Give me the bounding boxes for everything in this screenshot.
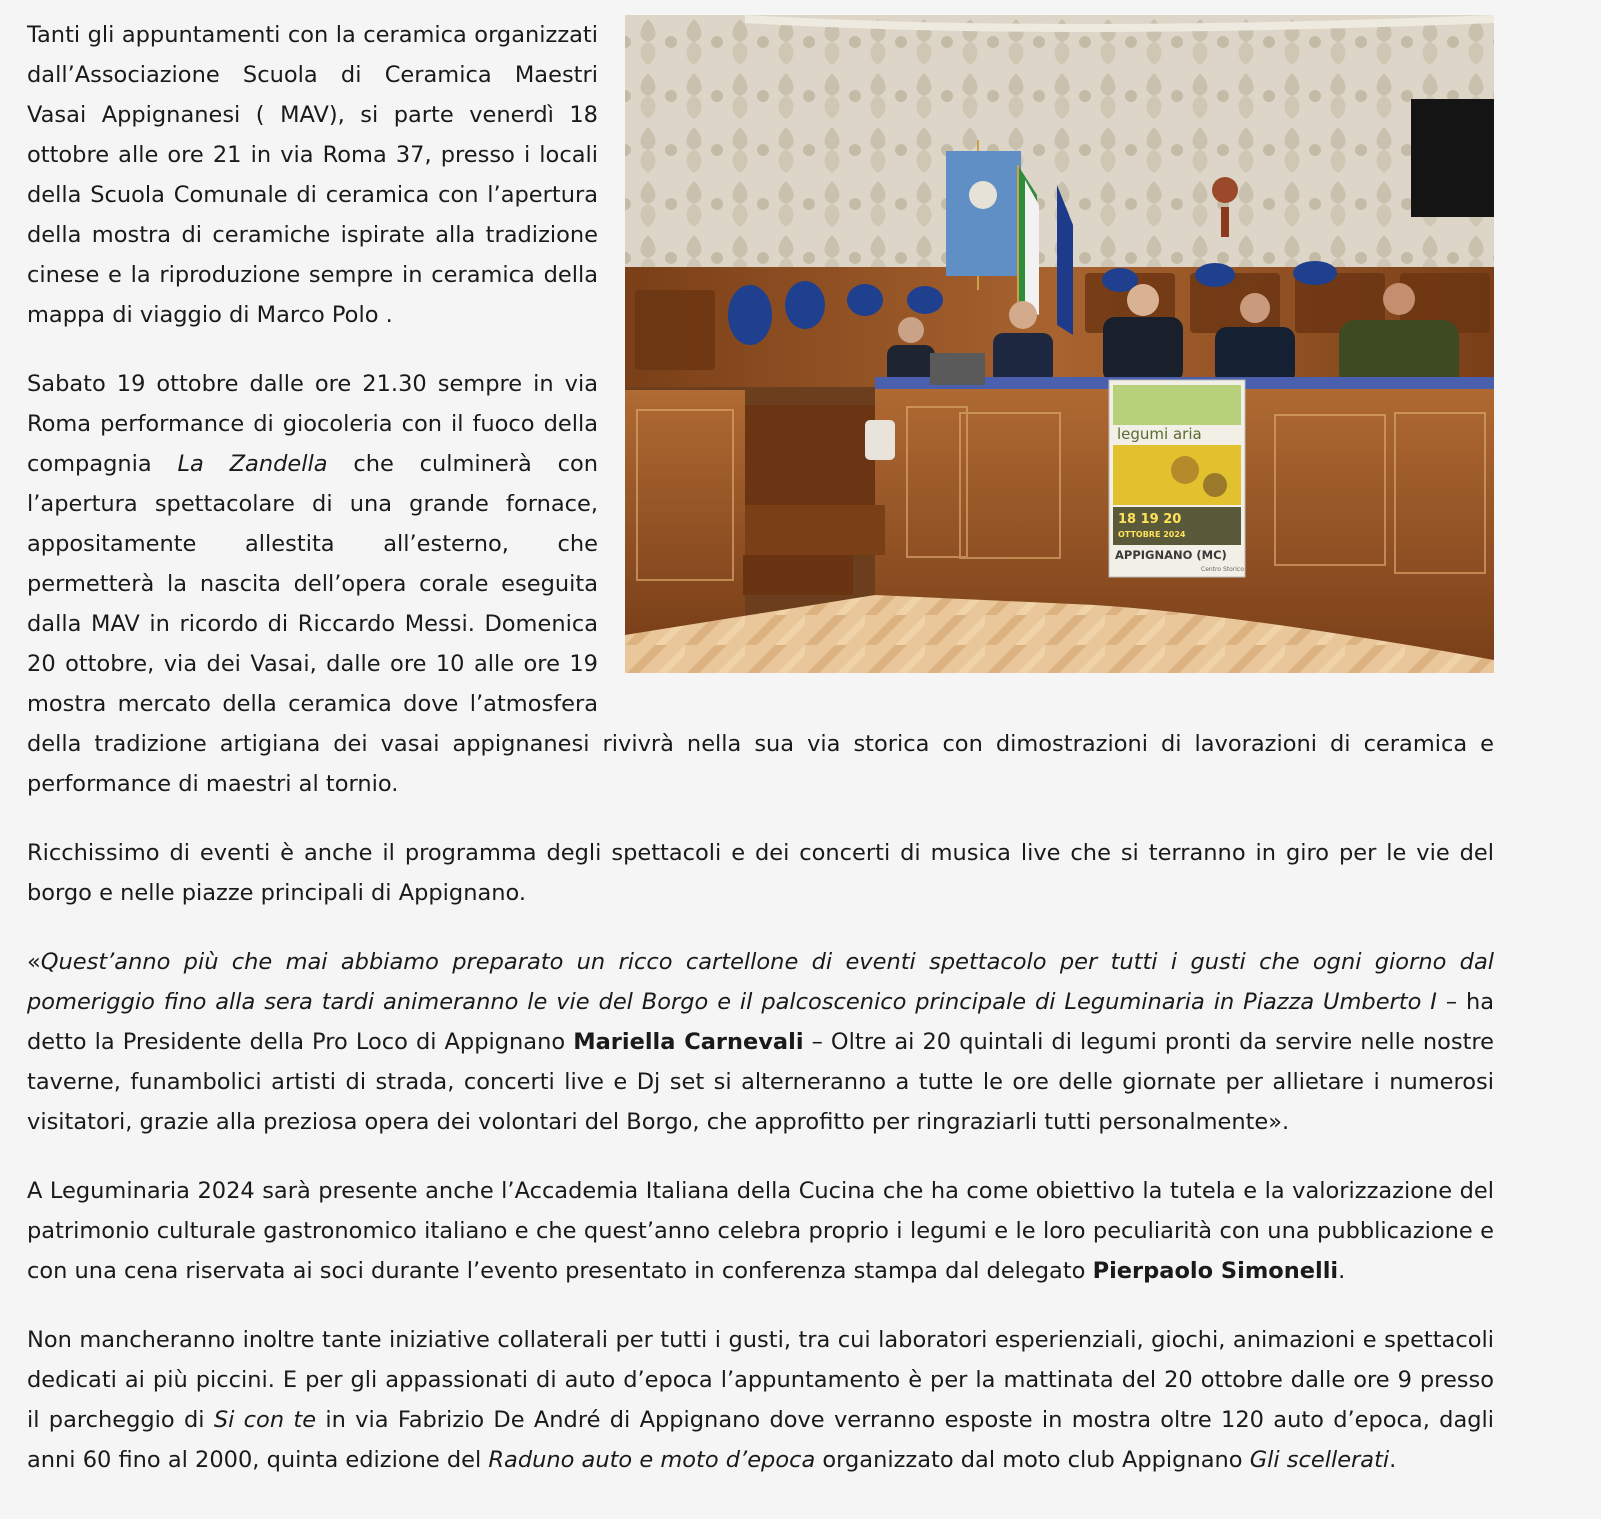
press-conference-photo xyxy=(625,15,1494,673)
rally-name: Raduno auto e moto d’epoca xyxy=(488,1447,816,1473)
paragraph-president-quote: «Quest’anno più che mai abbiamo preparato un ricco cartellone di eventi spettacolo per tutti i gusti che ogni giorno dal pomeriggio fino alla sera tardi animeranno le vie del Borgo e il palcoscenico principale di Leguminaria in Piazza Umberto I – ha detto la Presidente della Pro Loco di Appignano Mariella Carnevali – Oltre ai 20 quintali di legumi pronti da servire nelle nostre taverne, funambolici artisti di strada, concerti live e Dj set si alterneranno a tutte le ore delle giornate per allietare i numerosi visitatori, grazie alla preziosa opera dei volontari del Borgo, che approfitto per ringraziarli tutti personalmente». xyxy=(27,949,1495,1135)
poster-sub: Centro Storico xyxy=(1201,566,1244,573)
poster-dates: 18 19 20 xyxy=(1118,512,1182,527)
paragraph-saturday-sunday: Sabato 19 ottobre dalle ore 21.30 sempre in via Roma performance di giocoleria con il fuoco della compagnia La Zandella che culminerà con l’apertura spettacolare di una grande fornace, appositamente allestita all’esterno, che permetterà la nascita dell’opera corale eseguita dalla MAV in ricordo di Riccardo Messi. Domenica 20 ottobre, via dei Vasai, dalle ore 10 alle ore 19 mostra mercato della ceramica dove l’atmosfera della tradizione artigiana dei vasai appignanesi rivivrà nella sua via storica con dimostrazioni di lavorazioni di ceramica e performance di maestri al tornio. xyxy=(27,371,1494,797)
venue-name: Si con te xyxy=(213,1407,317,1433)
quote-text: Quest’anno più che mai abbiamo preparato un ricco cartellone di eventi spettacolo per tutti i gusti che ogni giorno dal pomeriggio fino alla sera tardi animeranno le vie del Borgo e il palcoscenico principale di Leguminaria in Piazza Umberto I xyxy=(27,949,1494,1015)
paragraph-events-program: Ricchissimo di eventi è anche il programma degli spettacoli e dei concerti di musica live che si terranno in giro per le vie del borgo e nelle piazze principali di Appignano. xyxy=(27,840,1494,906)
delegate-name: Pierpaolo Simonelli xyxy=(1092,1258,1339,1284)
club-name: Gli scellerati xyxy=(1249,1447,1390,1473)
company-name: La Zandella xyxy=(177,451,328,477)
paragraph-accademia: A Leguminaria 2024 sarà presente anche l’Accademia Italiana della Cucina che ha come obiettivo la tutela e la valorizzazione del patrimonio culturale gastronomico italiano e che quest’anno celebra proprio i legumi e le loro peculiarità con una pubblicazione e con una cena riservata ai soci durante l’evento presentato in conferenza stampa dal delegato Pierpaolo Simonelli. xyxy=(27,1178,1494,1284)
president-name: Mariella Carnevali xyxy=(573,1029,804,1055)
paragraph-ceramics-opening: Tanti gli appuntamenti con la ceramica organizzati dall’Associazione Scuola di Ceramica Maestri Vasai Appignanesi ( MAV), si parte venerdì 18 ottobre alle ore 21 in via Roma 37, presso i locali della Scuola Comunale di ceramica con l’apertura della mostra di ceramiche ispirate alla tradizione cinese e la riproduzione sempre in ceramica della mappa di viaggio di Marco Polo . xyxy=(27,22,598,328)
leguminaria-poster xyxy=(1109,380,1245,577)
paragraph-collateral-events: Non mancheranno inoltre tante iniziative collaterali per tutti i gusti, tra cui laboratori esperienziali, giochi, animazioni e spettacoli dedicati ai più piccini. E per gli appassionati di auto d’epoca l’appuntamento è per la mattinata del 20 ottobre dalle ore 9 presso il parcheggio di Si con te in via Fabrizio De André di Appignano dove verranno esposte in mostra oltre 120 auto d’epoca, dagli anni 60 fino al 2000, quinta edizione del Raduno auto e moto d’epoca organizzato dal moto club Appignano Gli scellerati. xyxy=(27,1327,1495,1473)
poster-brand: legumi aria xyxy=(1117,425,1202,443)
poster-place: APPIGNANO (MC) xyxy=(1115,548,1227,562)
poster-month: OTTOBRE 2024 xyxy=(1118,530,1186,539)
article-body xyxy=(27,0,1494,1480)
